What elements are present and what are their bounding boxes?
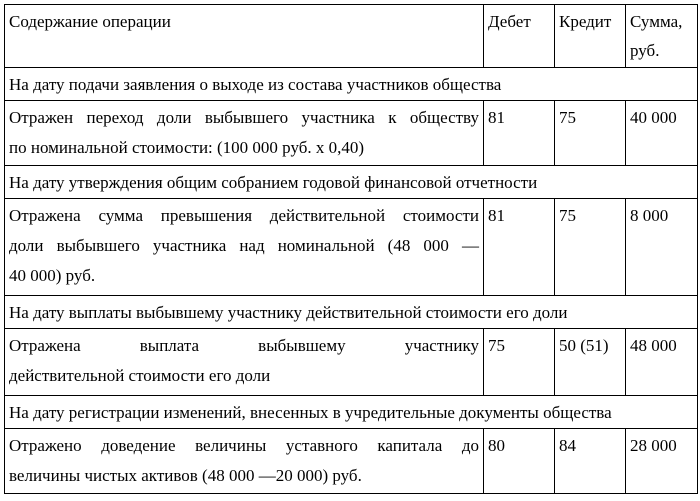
col-header-debit-label: Дебет — [488, 12, 531, 31]
operation-cell — [5, 101, 484, 166]
section-row — [5, 68, 698, 101]
operation-text-line: по номинальной стоимости: (100 000 руб. х 0,40) — [9, 138, 365, 157]
amount-value: 8 000 — [630, 206, 669, 225]
operation-text-line: Отражено доведение величины уставного капитала до — [9, 436, 479, 455]
amount-cell — [626, 101, 698, 166]
section-row — [5, 166, 698, 199]
section-cell — [5, 166, 698, 199]
credit-value: 50 (51) — [559, 336, 609, 355]
operation-cell — [5, 429, 484, 494]
amount-value: 40 000 — [630, 108, 677, 127]
table-row — [5, 329, 698, 396]
amount-cell — [626, 329, 698, 396]
credit-cell — [555, 199, 626, 296]
col-header-amount — [626, 5, 698, 68]
table-row — [5, 199, 698, 296]
section-title: На дату регистрации изменений, внесенных в учредительные документы общества — [9, 403, 612, 422]
accounting-entries-table — [4, 4, 698, 494]
col-header-amount-label-line1: Сумма, — [630, 12, 683, 31]
debit-cell — [484, 429, 555, 494]
credit-value: 84 — [559, 436, 576, 455]
debit-cell — [484, 101, 555, 166]
operation-text-line: действительной стоимости его доли — [9, 366, 271, 385]
operation-text-line: Отражена сумма превышения действительной стоимости — [9, 206, 479, 225]
col-header-credit-label: Кредит — [559, 12, 612, 31]
amount-value: 48 000 — [630, 336, 677, 355]
operation-text-line: 40 000) руб. — [9, 266, 96, 285]
section-cell — [5, 296, 698, 329]
col-header-operation-label: Содержание операции — [9, 12, 171, 31]
col-header-operation — [5, 5, 484, 68]
debit-value: 80 — [488, 436, 505, 455]
col-header-debit — [484, 5, 555, 68]
amount-cell — [626, 429, 698, 494]
debit-value: 75 — [488, 336, 505, 355]
operation-cell — [5, 329, 484, 396]
section-title: На дату выплаты выбывшему участнику действительной стоимости его доли — [9, 303, 568, 322]
credit-cell — [555, 101, 626, 166]
credit-cell — [555, 329, 626, 396]
amount-cell — [626, 199, 698, 296]
debit-cell — [484, 199, 555, 296]
amount-value: 28 000 — [630, 436, 677, 455]
credit-value: 75 — [559, 206, 576, 225]
section-row — [5, 296, 698, 329]
section-row — [5, 396, 698, 429]
col-header-credit — [555, 5, 626, 68]
debit-cell — [484, 329, 555, 396]
section-cell — [5, 68, 698, 101]
operation-text-line: Отражена выплата выбывшему участнику — [9, 336, 479, 355]
section-cell — [5, 396, 698, 429]
operation-text-line: доли выбывшего участника над номинальной (48 000 — — [9, 236, 479, 255]
section-title: На дату подачи заявления о выходе из состава участников общества — [9, 75, 502, 94]
debit-value: 81 — [488, 206, 505, 225]
table-header-row — [5, 5, 698, 68]
credit-value: 75 — [559, 108, 576, 127]
credit-cell — [555, 429, 626, 494]
table-row — [5, 101, 698, 166]
operation-cell — [5, 199, 484, 296]
debit-value: 81 — [488, 108, 505, 127]
section-title: На дату утверждения общим собранием годовой финансовой отчетности — [9, 173, 538, 192]
col-header-amount-label-line2: руб. — [630, 41, 660, 60]
operation-text-line: Отражен переход доли выбывшего участника к обществу — [9, 108, 479, 127]
operation-text-line: величины чистых активов (48 000 —20 000) руб. — [9, 466, 362, 485]
table-row — [5, 429, 698, 494]
